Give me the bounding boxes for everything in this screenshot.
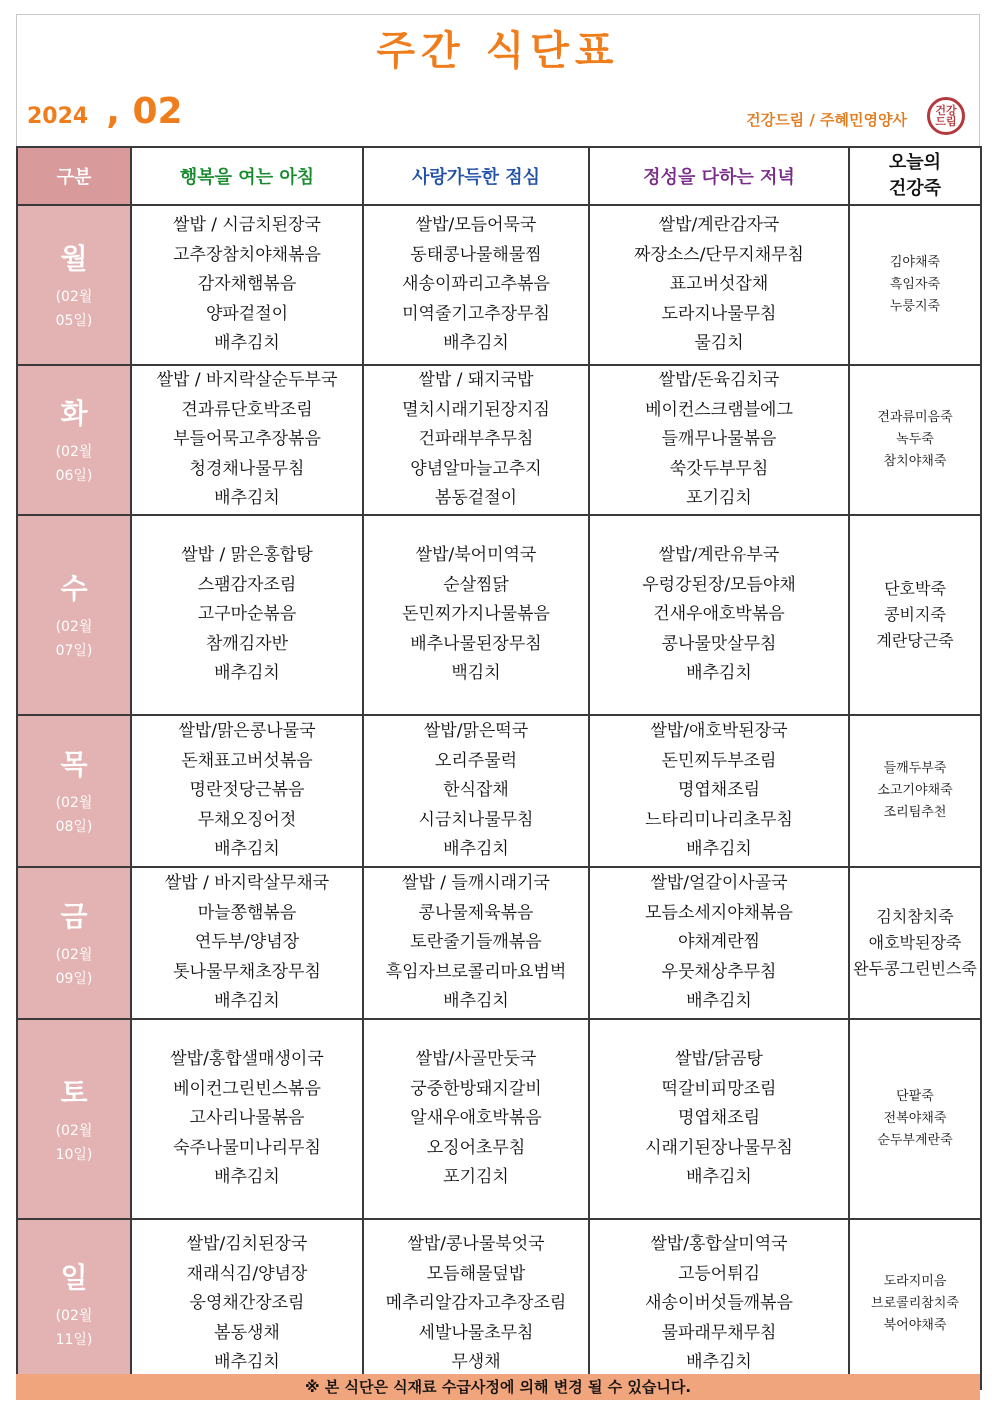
porridge-item: 김치참치죽 <box>876 907 954 926</box>
menu-item: 쌀밥/맑은콩나물국 <box>178 721 316 742</box>
table-row <box>17 1019 981 1219</box>
porridge-item: 순두부계란죽 <box>877 1133 953 1148</box>
menu-item: 모듬소세지야채볶음 <box>645 902 793 923</box>
breakfast-cell <box>131 205 363 365</box>
menu-item: 톳나물무채초장무침 <box>173 961 321 982</box>
porridge-item: 흑임자죽 <box>889 277 941 292</box>
menu-item: 재래식김/양념장 <box>186 1263 308 1284</box>
porridge-item: 단호박죽 <box>884 579 946 598</box>
menu-item: 청경채나물무침 <box>189 458 305 479</box>
day-name: 수 <box>60 572 88 605</box>
breakfast-cell <box>131 1219 363 1389</box>
menu-item: 부들어묵고추장볶음 <box>173 429 321 450</box>
menu-item: 배추김치 <box>686 991 752 1012</box>
porridge-header-line1: 오늘의 <box>888 152 942 173</box>
porridge-cell <box>849 515 981 715</box>
menu-item: 쌀밥/모듬어묵국 <box>415 215 537 236</box>
menu-item: 돈민찌가지나물볶음 <box>402 604 550 625</box>
menu-sheet <box>16 14 980 1396</box>
menu-item: 시래기된장나물무침 <box>645 1137 793 1158</box>
menu-item: 한식잡채 <box>443 780 509 801</box>
lunch-cell <box>363 1019 589 1219</box>
lunch-cell <box>363 867 589 1019</box>
menu-item: 돈채표고버섯볶음 <box>181 750 313 771</box>
menu-item: 알새우애호박볶음 <box>410 1108 542 1129</box>
porridge-item: 완두콩그린빈스죽 <box>853 959 977 978</box>
column-header-gubun: 구분 <box>17 147 131 205</box>
menu-item: 콩나물맛살무침 <box>661 633 777 654</box>
menu-item: 쌀밥/애호박된장국 <box>650 721 788 742</box>
day-cell <box>17 1219 131 1389</box>
porridge-item: 녹두죽 <box>896 432 934 447</box>
porridge-item: 견과류미음죽 <box>877 410 953 425</box>
menu-item: 양념알마늘고추지 <box>410 458 542 479</box>
header-row <box>17 147 981 205</box>
menu-item: 메추리알감자고추장조림 <box>385 1293 567 1314</box>
menu-item: 고사리나물볶음 <box>189 1108 305 1129</box>
day-date-month: (02월 <box>55 1123 93 1139</box>
day-date-month: (02월 <box>55 619 93 635</box>
menu-item: 물파래무채무침 <box>661 1322 777 1343</box>
menu-item: 물김치 <box>694 333 744 354</box>
menu-item: 쌀밥/닭곰탕 <box>675 1049 763 1070</box>
menu-item: 스팸감자조림 <box>197 574 297 595</box>
day-cell <box>17 515 131 715</box>
menu-item: 감자채햄볶음 <box>197 274 297 295</box>
menu-item: 배추김치 <box>443 991 509 1012</box>
menu-item: 배추김치 <box>214 488 280 509</box>
day-date-month: (02월 <box>55 795 93 811</box>
menu-item: 명란젓당근볶음 <box>189 780 305 801</box>
porridge-item: 소고기야채죽 <box>877 783 953 798</box>
menu-item: 순살찜닭 <box>443 574 509 595</box>
column-header-porridge <box>849 147 981 205</box>
year: 2024 <box>27 104 89 129</box>
title-area <box>16 14 980 147</box>
menu-item: 토란줄기들깨볶음 <box>410 932 542 953</box>
day-date-day: 10일) <box>55 1147 93 1163</box>
menu-item: 쑥갓두부무침 <box>669 458 769 479</box>
breakfast-cell <box>131 365 363 515</box>
menu-item: 배추김치 <box>214 1167 280 1188</box>
menu-item: 도라지나물무침 <box>661 303 777 324</box>
menu-item: 배추김치 <box>214 333 280 354</box>
menu-item: 쌀밥 / 시금치된장국 <box>173 215 321 236</box>
menu-item: 쌀밥/홍합살미역국 <box>650 1234 788 1255</box>
menu-item: 건새우애호박볶음 <box>653 604 785 625</box>
menu-item: 연두부/양념장 <box>194 932 300 953</box>
table-row <box>17 515 981 715</box>
menu-item: 웅영채간장조림 <box>189 1293 305 1314</box>
menu-item: 오징어초무침 <box>426 1137 526 1158</box>
dinner-cell <box>589 1019 849 1219</box>
porridge-cell <box>849 867 981 1019</box>
menu-item: 우뭇채상추무침 <box>661 961 777 982</box>
table-row <box>17 715 981 867</box>
menu-item: 배추김치 <box>443 333 509 354</box>
menu-item: 베이컨그린빈스볶음 <box>173 1078 321 1099</box>
menu-item: 궁중한방돼지갈비 <box>410 1078 542 1099</box>
day-date-day: 11일) <box>55 1332 93 1348</box>
day-name: 토 <box>60 1076 88 1109</box>
porridge-item: 계란당근죽 <box>876 631 954 650</box>
menu-item: 배추김치 <box>214 663 280 684</box>
column-header-lunch: 사랑가득한 점심 <box>363 147 589 205</box>
menu-item: 돈민찌두부조림 <box>661 750 777 771</box>
menu-item: 포기김치 <box>443 1167 509 1188</box>
porridge-item: 조리팀추천 <box>883 805 947 820</box>
menu-item: 흑임자브로콜리마요범벅 <box>385 961 567 982</box>
porridge-item: 콩비지죽 <box>884 605 946 624</box>
menu-item: 배추김치 <box>214 839 280 860</box>
menu-item: 배추김치 <box>686 1352 752 1373</box>
menu-item: 명엽채조림 <box>677 780 761 801</box>
menu-item: 쌀밥/맑은떡국 <box>423 721 529 742</box>
porridge-item: 누룽지죽 <box>889 299 941 314</box>
lunch-cell <box>363 1219 589 1389</box>
menu-item: 베이컨스크램블에그 <box>645 399 793 420</box>
menu-item: 쌀밥 / 맑은홍합탕 <box>181 545 313 566</box>
weekly-menu-table <box>16 146 982 1390</box>
menu-item: 고등어튀김 <box>677 1263 761 1284</box>
day-date-month: (02월 <box>55 444 93 460</box>
dinner-cell <box>589 205 849 365</box>
day-name: 화 <box>60 397 88 430</box>
menu-item: 쌀밥/얼갈이사골국 <box>650 873 788 894</box>
breakfast-cell <box>131 1019 363 1219</box>
porridge-item: 참치야채죽 <box>883 454 947 469</box>
menu-item: 새송이버섯들깨볶음 <box>645 1293 793 1314</box>
day-cell <box>17 205 131 365</box>
lunch-cell <box>363 715 589 867</box>
porridge-cell <box>849 365 981 515</box>
menu-item: 마늘쫑햄볶음 <box>197 902 297 923</box>
menu-item: 미역줄기고추장무침 <box>402 303 550 324</box>
porridge-item: 애호박된장죽 <box>868 933 962 952</box>
porridge-cell <box>849 1019 981 1219</box>
menu-item: 배추김치 <box>214 991 280 1012</box>
menu-item: 야채계란찜 <box>677 932 761 953</box>
dinner-cell <box>589 515 849 715</box>
table-row <box>17 365 981 515</box>
menu-item: 배추나물된장무침 <box>410 633 542 654</box>
lunch-cell <box>363 365 589 515</box>
day-cell <box>17 715 131 867</box>
porridge-item: 단팥죽 <box>896 1089 934 1104</box>
menu-item: 오리주물럭 <box>434 750 518 771</box>
menu-item: 참깨김자반 <box>205 633 289 654</box>
footer-notice: ※ 본 식단은 식재료 수급사정에 의해 변경 될 수 있습니다. <box>16 1374 980 1400</box>
menu-item: 포기김치 <box>686 488 752 509</box>
menu-item: 쌀밥/콩나물북엇국 <box>407 1234 545 1255</box>
porridge-item: 김야채죽 <box>889 255 941 270</box>
porridge-item: 들깨두부죽 <box>883 761 947 776</box>
menu-item: 쌀밥/홍합샐매생이국 <box>170 1049 324 1070</box>
menu-item: 쌀밥/계란유부국 <box>658 545 780 566</box>
day-date-month: (02월 <box>55 289 93 305</box>
porridge-cell <box>849 205 981 365</box>
day-date-day: 05일) <box>55 313 93 329</box>
menu-item: 건파래부추무침 <box>418 429 534 450</box>
lunch-cell <box>363 515 589 715</box>
seal-stamp-icon <box>927 97 965 135</box>
menu-item: 콩나물제육볶음 <box>418 902 534 923</box>
column-header-breakfast: 행복을 여는 아침 <box>131 147 363 205</box>
year-month <box>27 91 183 132</box>
dinner-cell <box>589 715 849 867</box>
menu-item: 새송이꽈리고추볶음 <box>402 274 550 295</box>
day-cell <box>17 867 131 1019</box>
day-date-month: (02월 <box>55 1308 93 1324</box>
menu-item: 시금치나물무침 <box>418 809 534 830</box>
porridge-item: 북어야채죽 <box>883 1318 947 1333</box>
menu-item: 무채오징어젓 <box>197 809 297 830</box>
day-date-day: 08일) <box>55 819 93 835</box>
day-date-month: (02월 <box>55 947 93 963</box>
menu-item: 모듬해물덮밥 <box>426 1263 526 1284</box>
day-name: 금 <box>60 900 88 933</box>
breakfast-cell <box>131 867 363 1019</box>
menu-item: 표고버섯잡채 <box>669 274 769 295</box>
menu-item: 백김치 <box>451 663 501 684</box>
day-date-day: 09일) <box>55 971 93 987</box>
menu-item: 들깨무나물볶음 <box>661 429 777 450</box>
page-title: 주간 식단표 <box>376 28 620 74</box>
month: , 02 <box>106 91 183 132</box>
menu-item: 양파겉절이 <box>205 303 289 324</box>
menu-item: 동태콩나물해물찜 <box>410 244 542 265</box>
menu-item: 떡갈비피망조림 <box>661 1078 777 1099</box>
day-cell <box>17 365 131 515</box>
menu-item: 느타리미나리초무침 <box>645 809 793 830</box>
porridge-cell <box>849 715 981 867</box>
menu-item: 배추김치 <box>686 663 752 684</box>
breakfast-cell <box>131 715 363 867</box>
menu-item: 쌀밥/북어미역국 <box>415 545 537 566</box>
menu-item: 우렁강된장/모듬야채 <box>642 574 796 595</box>
menu-item: 무생채 <box>451 1352 501 1373</box>
table-row <box>17 205 981 365</box>
menu-item: 쌀밥 / 들깨시래기국 <box>402 873 550 894</box>
menu-item: 배추김치 <box>686 839 752 860</box>
menu-item: 봄동겉절이 <box>434 488 518 509</box>
lunch-cell <box>363 205 589 365</box>
menu-item: 쌀밥/돈육김치국 <box>658 370 780 391</box>
breakfast-cell <box>131 515 363 715</box>
menu-item: 쌀밥 / 바지락살순두부국 <box>156 370 338 391</box>
menu-item: 쌀밥 / 돼지국밥 <box>418 370 534 391</box>
menu-item: 멸치시래기된장지짐 <box>402 399 550 420</box>
day-cell <box>17 1019 131 1219</box>
table-row <box>17 867 981 1019</box>
menu-item: 고구마순볶음 <box>197 604 297 625</box>
dinner-cell <box>589 867 849 1019</box>
menu-item: 쌀밥/계란감자국 <box>658 215 780 236</box>
day-name: 목 <box>60 748 88 781</box>
menu-item: 고추장참치야채볶음 <box>173 244 321 265</box>
menu-item: 세발나물초무침 <box>418 1322 534 1343</box>
day-name: 일 <box>60 1261 88 1294</box>
porridge-item: 도라지미음 <box>883 1274 947 1289</box>
porridge-item: 브로콜리참치죽 <box>871 1296 959 1311</box>
porridge-header-line2: 건강죽 <box>888 178 942 199</box>
menu-item: 견과류단호박조림 <box>181 399 313 420</box>
menu-item: 봄동생채 <box>214 1322 280 1343</box>
dinner-cell <box>589 1219 849 1389</box>
porridge-item: 전복야채죽 <box>883 1111 947 1126</box>
author-credit: 건강드림 / 주혜민영양사 <box>746 111 907 129</box>
column-header-dinner: 정성을 다하는 저녁 <box>589 147 849 205</box>
day-date-day: 06일) <box>55 468 93 484</box>
seal-text: 건강드림 <box>935 104 957 128</box>
day-name: 월 <box>60 242 88 275</box>
menu-item: 짜장소스/단무지채무침 <box>634 244 804 265</box>
menu-item: 숙주나물미나리무침 <box>173 1137 321 1158</box>
menu-item: 배추김치 <box>686 1167 752 1188</box>
dinner-cell <box>589 365 849 515</box>
menu-item: 쌀밥/김치된장국 <box>186 1234 308 1255</box>
menu-item: 배추김치 <box>443 839 509 860</box>
day-date-day: 07일) <box>55 643 93 659</box>
menu-item: 쌀밥/사골만둣국 <box>415 1049 537 1070</box>
table-row <box>17 1219 981 1389</box>
menu-item: 쌀밥 / 바지락살무채국 <box>164 873 330 894</box>
menu-item: 명엽채조림 <box>677 1108 761 1129</box>
porridge-cell <box>849 1219 981 1389</box>
menu-item: 배추김치 <box>214 1352 280 1373</box>
